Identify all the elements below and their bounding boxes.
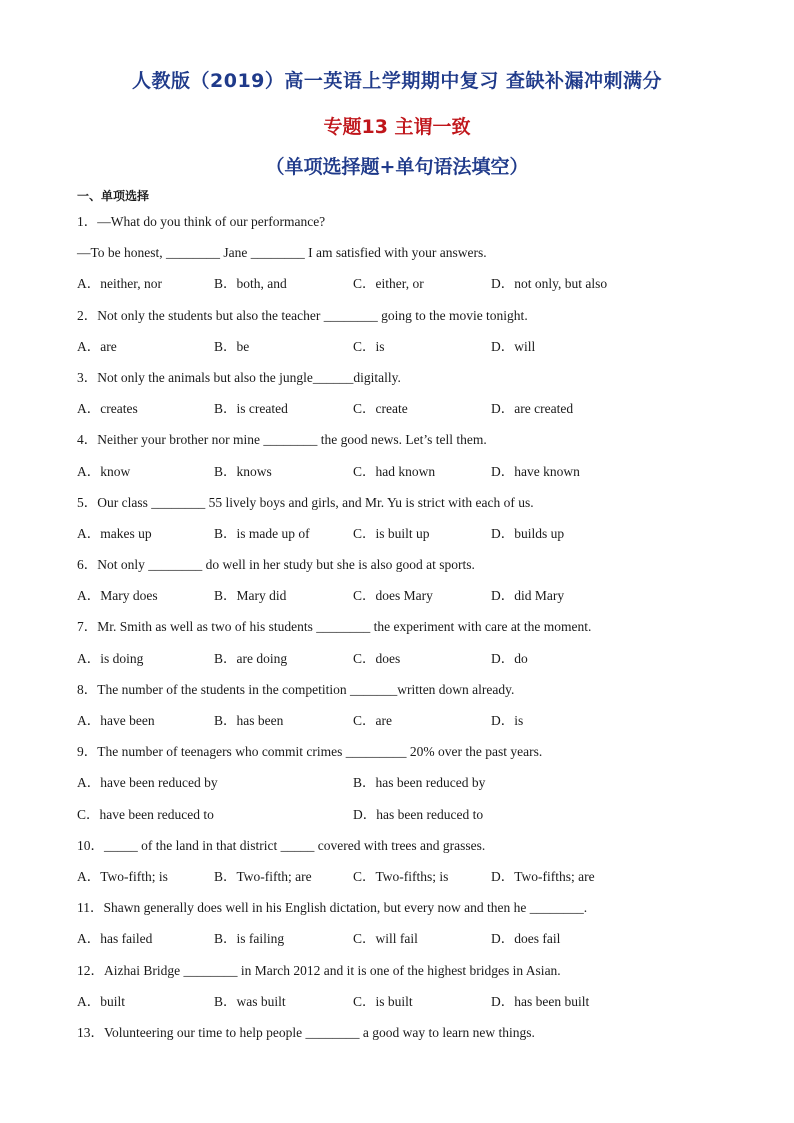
question-text: 1．—What do you think of our performance? (77, 214, 326, 229)
answer-option: A．is doing (77, 650, 144, 666)
document-title: 人教版（2019）高一英语上学期期中复习 查缺补漏冲刺满分 (132, 70, 662, 92)
answer-option: A．are (77, 338, 117, 354)
question-text: 7．Mr. Smith as well as two of his students ________ the experiment with care at the moment. (77, 619, 592, 635)
answer-option: C．are (353, 713, 392, 728)
question-list (77, 208, 727, 1050)
topic-subtitle: （单项选择题+单句语法填空） (265, 156, 529, 178)
answer-option: B．is made up of (214, 525, 310, 541)
answer-option: A．creates (77, 401, 138, 417)
answer-option: D．Two-fifths; are (491, 868, 595, 884)
answer-option: D．will (491, 338, 536, 354)
answer-option: A．know (77, 463, 131, 479)
answer-option: B．has been (214, 713, 284, 728)
answer-option: C．had known (353, 463, 436, 479)
answer-option: D．has been reduced to (353, 806, 484, 822)
answer-options-row (77, 582, 727, 613)
answer-option: C．either, or (353, 276, 424, 292)
question-text: 5．Our class ________ 55 lively boys and girls, and Mr. Yu is strict with each of us. (77, 494, 534, 510)
topic-title: 专题13 主谓一致 (323, 116, 471, 138)
question-text: 4．Neither your brother nor mine ________ the good news. Let’s tell them. (77, 432, 487, 448)
question-text: 6．Not only ________ do well in her study but she is also good at sports. (77, 557, 475, 573)
answer-options-row (77, 769, 727, 800)
answer-option: B．has been reduced by (353, 775, 486, 791)
answer-option: B．is failing (214, 931, 285, 947)
answer-option: D．is (491, 713, 524, 728)
answer-options-row (77, 333, 727, 364)
answer-options-row (77, 707, 727, 738)
question-text: 10．_____ of the land in that district _____ covered with trees and grasses. (77, 837, 486, 853)
answer-option: B．both, and (214, 276, 287, 292)
answer-option: C．create (353, 401, 408, 417)
answer-option: B．Two-fifth; are (214, 868, 312, 884)
answer-option: A．Mary does (77, 588, 158, 604)
answer-option: C．is built up (353, 525, 430, 541)
answer-option: A．neither, nor (77, 276, 162, 292)
answer-option: D．builds up (491, 525, 565, 541)
answer-option: A．built (77, 993, 126, 1009)
answer-option: A．has failed (77, 931, 153, 947)
answer-option: D．does fail (491, 931, 561, 947)
question-text: 3．Not only the animals but also the jungle______digitally. (77, 369, 401, 385)
answer-option: C．does (353, 650, 401, 666)
answer-options-row (77, 520, 727, 551)
answer-option: B．knows (214, 463, 272, 479)
answer-options-row (77, 925, 727, 956)
answer-option: D．do (491, 650, 528, 666)
answer-option: C．is built (353, 993, 413, 1009)
question-text: 8．The number of the students in the competition _______written down already. (77, 681, 515, 697)
question-text: 13．Volunteering our time to help people ________ a good way to learn new things. (77, 1024, 535, 1040)
question-text: 11．Shawn generally does well in his English dictation, but every now and then he ________. (77, 900, 588, 916)
answer-options-row (77, 801, 727, 832)
question-text: 2．Not only the students but also the teacher ________ going to the movie tonight. (77, 307, 528, 323)
answer-option: C．will fail (353, 931, 418, 947)
answer-option: B．was built (214, 993, 286, 1009)
answer-option: C．does Mary (353, 588, 433, 604)
answer-option: A．have been (77, 713, 155, 728)
question-text: 9．The number of teenagers who commit crimes _________ 20% over the past years. (77, 744, 543, 760)
answer-option: D．did Mary (491, 588, 565, 604)
answer-option: C．have been reduced to (77, 806, 214, 822)
answer-options-row (77, 458, 727, 489)
answer-options-row (77, 270, 727, 301)
answer-options-row (77, 645, 727, 676)
answer-option: C．Two-fifths; is (353, 868, 449, 884)
answer-options-row (77, 863, 727, 894)
answer-options-row (77, 988, 727, 1019)
answer-option: D．have known (491, 463, 580, 479)
question-text: —To be honest, ________ Jane ________ I am satisfied with your answers. (77, 245, 487, 261)
answer-options-row (77, 395, 727, 426)
answer-option: B．be (214, 338, 250, 354)
answer-option: C．is (353, 338, 385, 354)
answer-option: B．Mary did (214, 588, 287, 604)
question-text: 12．Aizhai Bridge ________ in March 2012 and it is one of the highest bridges in Asian. (77, 962, 561, 978)
answer-option: A．have been reduced by (77, 775, 218, 791)
answer-option: D．are created (491, 401, 574, 417)
answer-option: A．makes up (77, 525, 152, 541)
answer-option: B．are doing (214, 650, 288, 666)
answer-option: D．not only, but also (491, 276, 608, 292)
answer-option: A．Two-fifth; is (77, 868, 168, 884)
answer-option: D．has been built (491, 993, 590, 1009)
answer-option: B．is created (214, 401, 288, 417)
section-heading: 一、单项选择 (77, 189, 150, 203)
